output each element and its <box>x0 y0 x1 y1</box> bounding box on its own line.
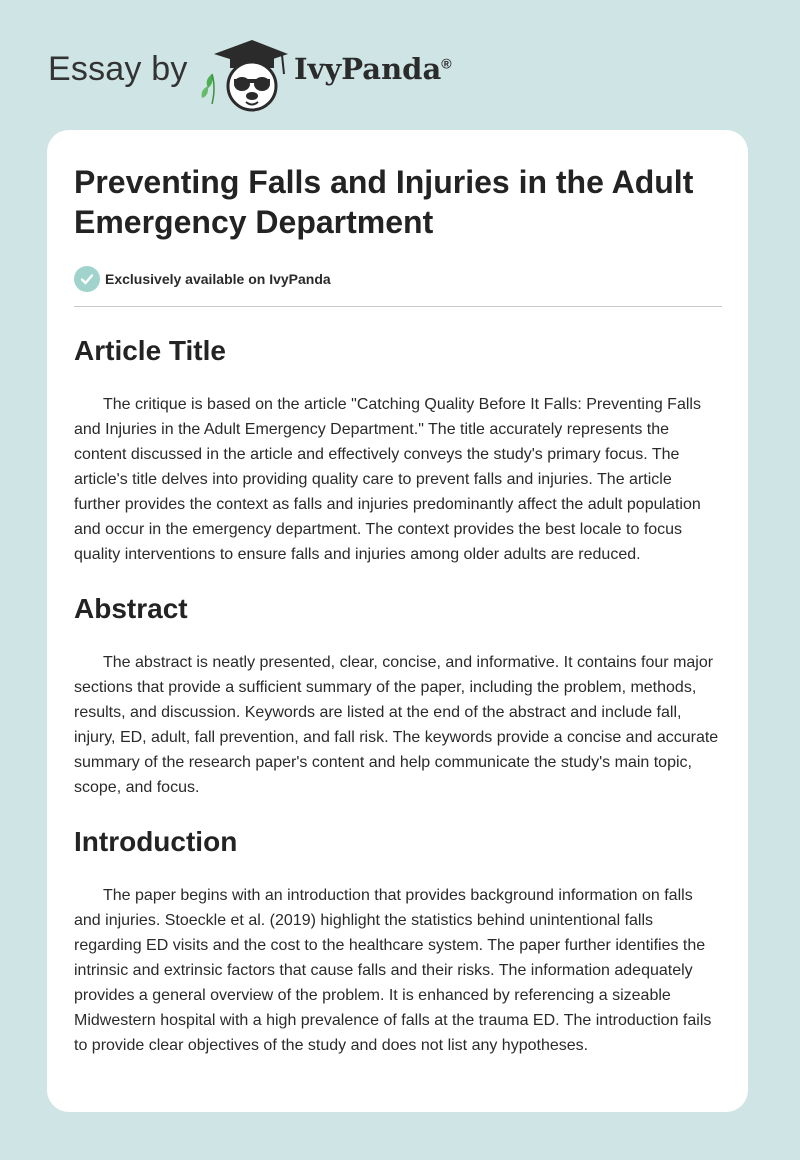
brand-header <box>48 32 468 112</box>
registered-mark: ® <box>441 55 452 72</box>
divider <box>74 306 722 307</box>
brand-name <box>294 52 452 86</box>
exclusive-badge <box>74 266 722 292</box>
section-text-introduction: The paper begins with an introduction that provides background information on falls and injuries. Stoeckle et al. (2019) highlight the statistics behind unintentional falls regarding ED visits and the cost to the healthcare system. The paper further identifies the intrinsic and extrinsic factors that cause falls and their risks. The information adequately provides a general overview of the problem. It is enhanced by referencing a sizeable Midwestern hospital with a high prevalence of falls at the trauma ED. The introduction fails to provide clear objectives of the study and does not list any hypotheses. <box>74 887 712 1054</box>
section-text-abstract: The abstract is neatly presented, clear, concise, and informative. It contains four major sections that provide a sufficient summary of the paper, including the problem, methods, results, and discussion. Keywords are listed at the end of the abstract and include fall, injury, ED, adult, fall prevention, and fall risk. The keywords provide a concise and accurate summary of the research paper's content and help communicate the study's main topic, scope, and focus. <box>74 654 719 796</box>
section-heading-introduction: Introduction <box>74 826 238 857</box>
brand-name-text: IvyPanda <box>294 52 442 86</box>
brand-prefix: Essay by <box>48 50 188 88</box>
exclusive-label: Exclusively available on IvyPanda <box>105 271 331 287</box>
section-text-article-title: The critique is based on the article "Catching Quality Before It Falls: Preventing Falls and Injuries in the Adult Emergency Department." The title accurately represents the content discussed in the article and effectively conveys the study's primary focus. The article's title delves into providing quality care to prevent falls and injuries. The article further provides the context as falls and injuries predominantly affect the adult population and occur in the emergency department. The context provides the best locale to focus quality interventions to ensure falls and injuries among older adults are reduced. <box>74 396 701 563</box>
page-title: Preventing Falls and Injuries in the Adult Emergency Department <box>74 164 694 240</box>
essay-card <box>47 130 748 1112</box>
check-circle-icon <box>74 266 100 292</box>
section-heading-article-title: Article Title <box>74 335 226 366</box>
section-heading-abstract: Abstract <box>74 593 188 624</box>
panda-graduate-icon <box>198 34 288 112</box>
